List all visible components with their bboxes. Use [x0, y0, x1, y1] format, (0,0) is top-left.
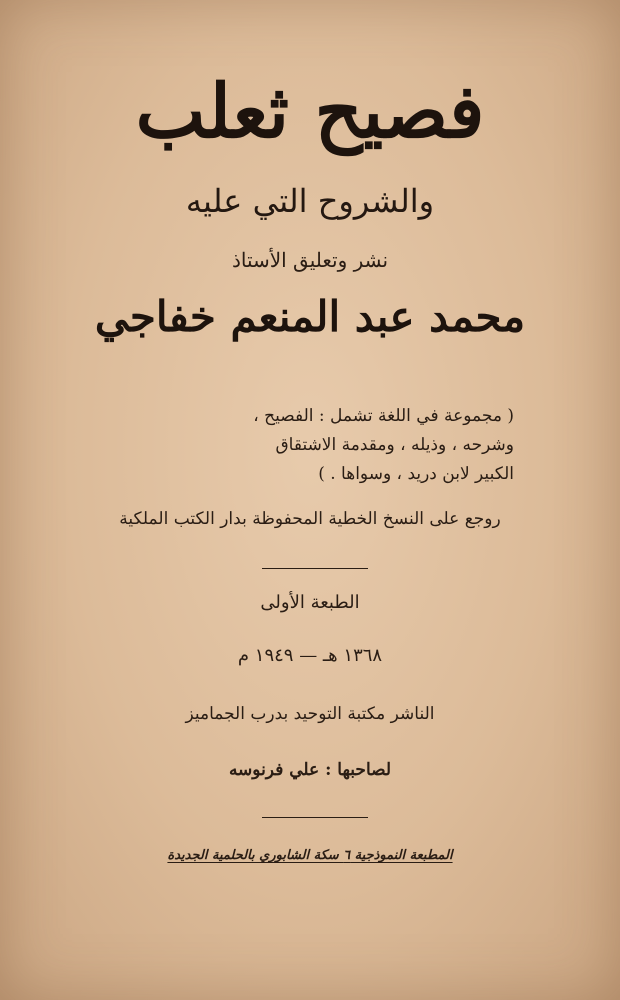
source-note: روجع على النسخ الخطية المحفوظة بدار الكتب الملكية [119, 509, 501, 529]
description-line: الكبير لابن دريد ، وسواها . ) [318, 464, 514, 484]
contents-description [100, 402, 514, 489]
book-title: فصيح ثعلب [135, 69, 485, 155]
owner-line: لصاحبها : علي فرنوسه [228, 760, 392, 780]
description-line: وشرحه ، وذيله ، ومقدمة الاشتقاق [275, 435, 514, 455]
editor-name: محمد عبد المنعم خفاجي [94, 292, 526, 341]
description-line: ( مجموعة في اللغة تشمل : الفصيح ، [253, 406, 514, 426]
edition-label: الطبعة الأولى [260, 592, 360, 613]
divider-rule [262, 817, 368, 818]
publication-date: ١٣٦٨ هـ — ١٩٤٩ م [237, 645, 383, 666]
divider-rule [262, 568, 368, 569]
editor-label: نشر وتعليق الأستاذ [231, 248, 389, 272]
book-subtitle: والشروح التي عليه [185, 182, 435, 220]
publisher-line: الناشر مكتبة التوحيد بدرب الجماميز [185, 704, 435, 724]
printer-line: المطبعة النموذجية ٦ سكة الشابوري بالحلمية الجديدة [167, 848, 453, 863]
